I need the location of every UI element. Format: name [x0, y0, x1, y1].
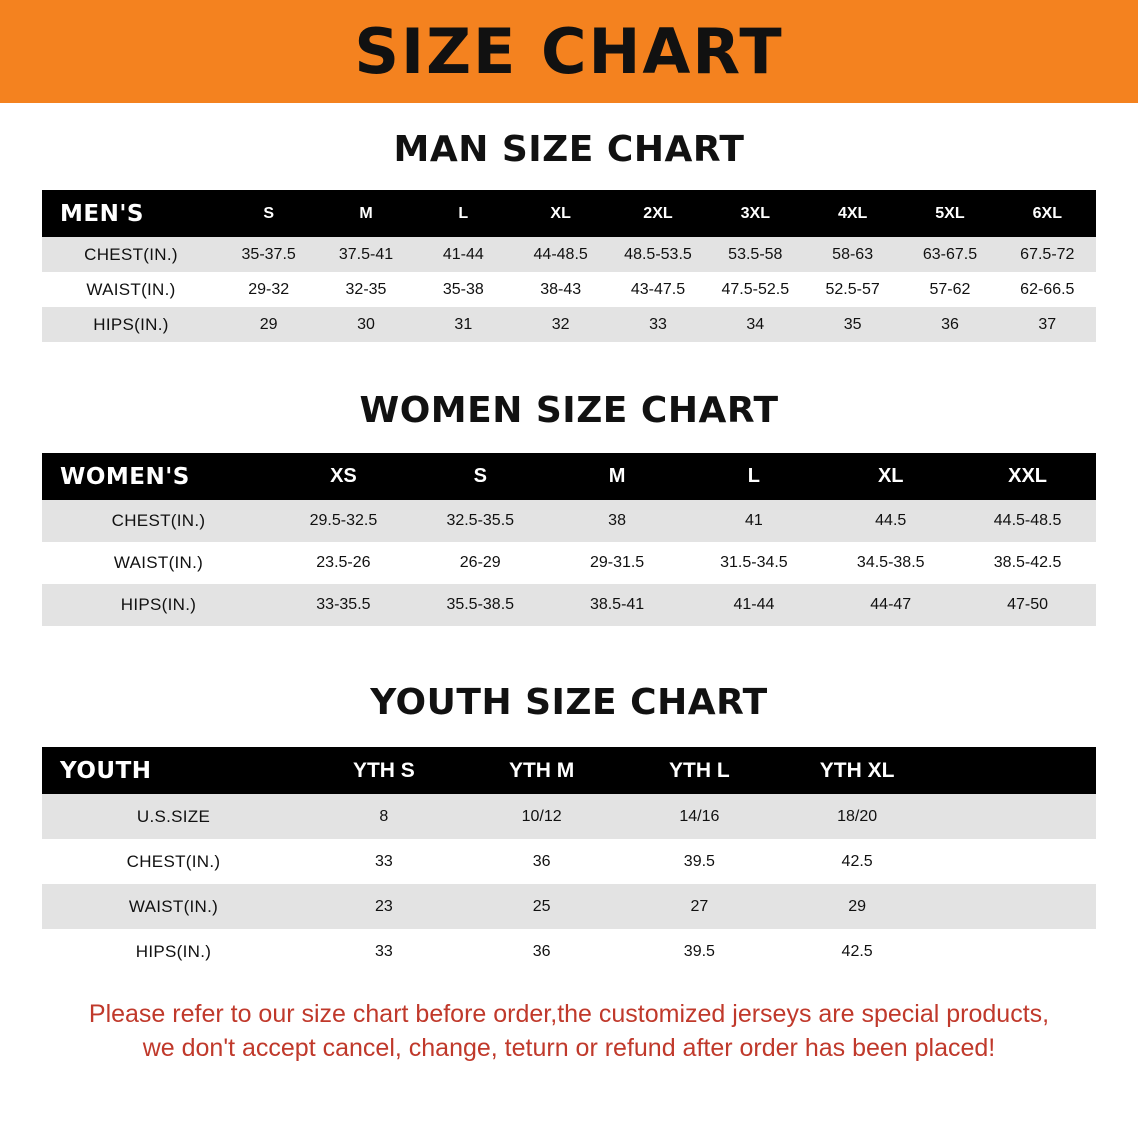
youth-col-3: YTH L	[621, 747, 779, 794]
youth-ussize-2: 10/12	[463, 794, 621, 839]
footer-note-line-2: we don't accept cancel, change, teturn or refund after order has been placed!	[142, 1033, 996, 1062]
man-waist-6: 47.5-52.5	[707, 272, 804, 307]
women-hips-1: 33-35.5	[275, 584, 412, 626]
youth-chest-1: 33	[305, 839, 463, 884]
youth-ussize-spacer	[936, 794, 1096, 839]
women-hips-5: 44-47	[822, 584, 959, 626]
youth-header-row	[42, 747, 1096, 794]
man-hips-8: 36	[901, 307, 998, 342]
youth-ussize-1: 8	[305, 794, 463, 839]
man-hips-7: 35	[804, 307, 901, 342]
women-waist-6: 38.5-42.5	[959, 542, 1096, 584]
man-col-2: M	[317, 190, 414, 237]
footer-note	[40, 998, 1098, 1066]
man-chest-2: 37.5-41	[317, 237, 414, 272]
women-chest-6: 44.5-48.5	[959, 500, 1096, 542]
man-chest-8: 63-67.5	[901, 237, 998, 272]
women-size-table	[42, 453, 1096, 626]
table-row	[42, 542, 1096, 584]
man-waist-4: 38-43	[512, 272, 609, 307]
man-chest-6: 53.5-58	[707, 237, 804, 272]
table-row	[42, 839, 1096, 884]
man-table-wrap	[42, 190, 1096, 342]
man-col-5: 2XL	[609, 190, 706, 237]
youth-ussize-4: 18/20	[778, 794, 936, 839]
youth-waist-3: 27	[621, 884, 779, 929]
women-row-hips-label: HIPS(IN.)	[42, 584, 275, 626]
women-hips-6: 47-50	[959, 584, 1096, 626]
youth-hips-2: 36	[463, 929, 621, 974]
women-header-row	[42, 453, 1096, 500]
page-banner	[0, 0, 1138, 103]
youth-col-4: YTH XL	[778, 747, 936, 794]
man-waist-1: 29-32	[220, 272, 317, 307]
table-row	[42, 929, 1096, 974]
man-col-6: 3XL	[707, 190, 804, 237]
youth-col-spacer	[936, 747, 1096, 794]
table-row	[42, 584, 1096, 626]
man-row-hips-label: HIPS(IN.)	[42, 307, 220, 342]
man-section-heading: MAN SIZE CHART	[393, 129, 745, 170]
man-hips-2: 30	[317, 307, 414, 342]
women-col-6: XXL	[959, 453, 1096, 500]
women-chest-2: 32.5-35.5	[412, 500, 549, 542]
youth-hips-3: 39.5	[621, 929, 779, 974]
women-col-3: M	[549, 453, 686, 500]
man-col-8: 5XL	[901, 190, 998, 237]
youth-row-chest-label: CHEST(IN.)	[42, 839, 305, 884]
man-waist-3: 35-38	[415, 272, 512, 307]
man-chest-4: 44-48.5	[512, 237, 609, 272]
youth-row-ussize-label: U.S.SIZE	[42, 794, 305, 839]
women-col-2: S	[412, 453, 549, 500]
man-col-4: XL	[512, 190, 609, 237]
man-table-head	[42, 190, 1096, 237]
women-col-1: XS	[275, 453, 412, 500]
youth-waist-2: 25	[463, 884, 621, 929]
page-title: SIZE CHART	[354, 14, 784, 88]
youth-hips-1: 33	[305, 929, 463, 974]
women-table-wrap	[42, 453, 1096, 626]
women-chest-3: 38	[549, 500, 686, 542]
women-table-body	[42, 500, 1096, 626]
women-hips-2: 35.5-38.5	[412, 584, 549, 626]
youth-waist-1: 23	[305, 884, 463, 929]
women-table-head	[42, 453, 1096, 500]
man-size-table	[42, 190, 1096, 342]
man-hips-3: 31	[415, 307, 512, 342]
women-waist-1: 23.5-26	[275, 542, 412, 584]
women-waist-3: 29-31.5	[549, 542, 686, 584]
man-chest-7: 58-63	[804, 237, 901, 272]
man-waist-5: 43-47.5	[609, 272, 706, 307]
man-col-9: 6XL	[999, 190, 1096, 237]
youth-size-table	[42, 747, 1096, 974]
women-waist-4: 31.5-34.5	[685, 542, 822, 584]
youth-corner-label: YOUTH	[42, 747, 305, 794]
women-hips-3: 38.5-41	[549, 584, 686, 626]
man-corner-label: MEN'S	[42, 190, 220, 237]
youth-table-body	[42, 794, 1096, 974]
youth-chest-4: 42.5	[778, 839, 936, 884]
women-row-chest-label: CHEST(IN.)	[42, 500, 275, 542]
youth-col-1: YTH S	[305, 747, 463, 794]
women-row-waist-label: WAIST(IN.)	[42, 542, 275, 584]
youth-hips-spacer	[936, 929, 1096, 974]
man-hips-1: 29	[220, 307, 317, 342]
man-waist-7: 52.5-57	[804, 272, 901, 307]
footer-note-line-1: Please refer to our size chart before order,the customized jerseys are special products,	[88, 1000, 1050, 1028]
man-col-3: L	[415, 190, 512, 237]
women-chest-1: 29.5-32.5	[275, 500, 412, 542]
youth-chest-spacer	[936, 839, 1096, 884]
table-row	[42, 884, 1096, 929]
youth-row-waist-label: WAIST(IN.)	[42, 884, 305, 929]
man-row-chest-label: CHEST(IN.)	[42, 237, 220, 272]
women-chest-4: 41	[685, 500, 822, 542]
youth-section-heading: YOUTH SIZE CHART	[370, 682, 768, 723]
man-col-1: S	[220, 190, 317, 237]
women-section-heading: WOMEN SIZE CHART	[359, 390, 779, 431]
man-table-body	[42, 237, 1096, 342]
man-waist-2: 32-35	[317, 272, 414, 307]
man-row-waist-label: WAIST(IN.)	[42, 272, 220, 307]
man-header-row	[42, 190, 1096, 237]
table-row	[42, 500, 1096, 542]
women-corner-label: WOMEN'S	[42, 453, 275, 500]
youth-chest-3: 39.5	[621, 839, 779, 884]
women-col-5: XL	[822, 453, 959, 500]
man-hips-4: 32	[512, 307, 609, 342]
women-col-4: L	[685, 453, 822, 500]
man-waist-9: 62-66.5	[999, 272, 1096, 307]
women-waist-5: 34.5-38.5	[822, 542, 959, 584]
man-chest-9: 67.5-72	[999, 237, 1096, 272]
table-row	[42, 272, 1096, 307]
man-hips-5: 33	[609, 307, 706, 342]
man-waist-8: 57-62	[901, 272, 998, 307]
youth-row-hips-label: HIPS(IN.)	[42, 929, 305, 974]
table-row	[42, 237, 1096, 272]
women-waist-2: 26-29	[412, 542, 549, 584]
youth-table-head	[42, 747, 1096, 794]
youth-chest-2: 36	[463, 839, 621, 884]
women-chest-5: 44.5	[822, 500, 959, 542]
table-row	[42, 794, 1096, 839]
man-col-7: 4XL	[804, 190, 901, 237]
man-chest-5: 48.5-53.5	[609, 237, 706, 272]
youth-table-wrap	[42, 747, 1096, 974]
table-row	[42, 307, 1096, 342]
man-hips-6: 34	[707, 307, 804, 342]
women-hips-4: 41-44	[685, 584, 822, 626]
youth-waist-4: 29	[778, 884, 936, 929]
youth-waist-spacer	[936, 884, 1096, 929]
youth-col-2: YTH M	[463, 747, 621, 794]
man-hips-9: 37	[999, 307, 1096, 342]
man-chest-3: 41-44	[415, 237, 512, 272]
youth-ussize-3: 14/16	[621, 794, 779, 839]
man-chest-1: 35-37.5	[220, 237, 317, 272]
youth-hips-4: 42.5	[778, 929, 936, 974]
